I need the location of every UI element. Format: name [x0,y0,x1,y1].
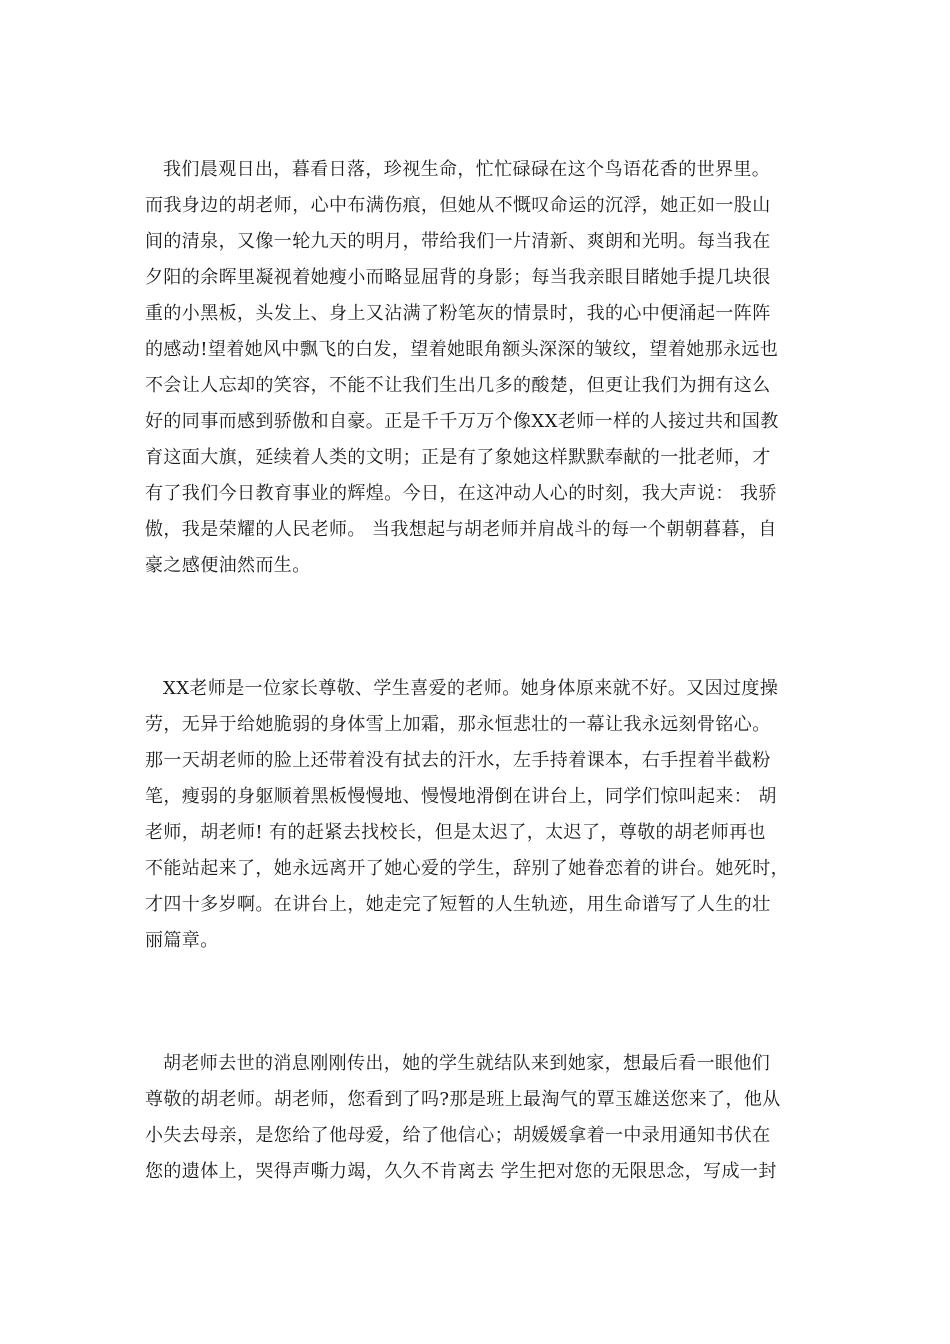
text-line: 育这面大旗，延续着人类的文明；正是有了象她这样默默奉献的一批老师，才 [145,447,771,468]
text-line: 傲，我是荣耀的人民老师。 当我想起与胡老师并肩战斗的每一个朝朝暮暮，自 [145,519,777,540]
text-line: 老师，胡老师! 有的赶紧去找校长，但是太迟了，太迟了，尊敬的胡老师再也 [145,822,766,843]
text-line: 您的遗体上，哭得声嘶力竭，久久不肯离去 学生把对您的无限思念，写成一封 [145,1161,777,1182]
text-line: 重的小黑板，头发上、身上又沾满了粉笔灰的情景时，我的心中便涌起一阵阵 [145,303,771,324]
text-line: XX老师是一位家长尊敬、学生喜爱的老师。她身体原来就不好。又因过度操 [163,678,779,699]
text-line: 间的清泉，又像一轮九天的明月，带给我们一片清新、爽朗和光明。每当我在 [145,231,771,252]
text-line: 我们晨观日出，暮看日落，珍视生命，忙忙碌碌在这个鸟语花香的世界里。 [163,159,771,180]
text-line: 的感动!望着她风中飘飞的白发，望着她眼角额头深深的皱纹，望着她那永远也 [145,339,779,360]
text-line: 劳，无异于给她脆弱的身体雪上加霜，那永恒悲壮的一幕让我永远刻骨铭心。 [145,714,771,735]
text-line: 而我身边的胡老师，心中布满伤痕，但她从不慨叹命运的沉浮，她正如一股山 [145,195,771,216]
text-line: 笔，瘦弱的身躯顺着黑板慢慢地、慢慢地滑倒在讲台上，同学们惊叫起来： 胡 [145,786,777,807]
text-line: 那一天胡老师的脸上还带着没有拭去的汗水，左手持着课本，右手捏着半截粉 [145,750,771,771]
text-line: 好的同事而感到骄傲和自豪。正是千千万万个像XX老师一样的人接过共和国教 [145,411,779,432]
text-line: 胡老师去世的消息刚刚传出，她的学生就结队来到她家，想最后看一眼他们 [163,1053,771,1074]
text-line: 夕阳的余晖里凝视着她瘦小而略显屈背的身影；每当我亲眼目睹她手提几块很 [145,267,771,288]
text-line: 丽篇章。 [145,930,219,951]
text-line: 不会让人忘却的笑容，不能不让我们生出几多的酸楚，但更让我们为拥有这么 [145,375,771,396]
text-line: 不能站起来了，她永远离开了她心爱的学生，辞别了她眷恋着的讲台。她死时， [145,858,789,879]
text-line: 豪之感便油然而生。 [145,555,311,576]
text-line: 尊敬的胡老师。胡老师，您看到了吗?那是班上最淘气的覃玉雄送您来了，他从 [145,1089,781,1110]
text-line: 小失去母亲，是您给了他母爱，给了他信心；胡媛媛拿着一中录用通知书伏在 [145,1125,771,1146]
text-line: 有了我们今日教育事业的辉煌。今日，在这冲动人心的时刻，我大声说： 我骄 [145,483,777,504]
text-line: 才四十多岁啊。在讲台上，她走完了短暂的人生轨迹，用生命谱写了人生的壮 [145,894,771,915]
